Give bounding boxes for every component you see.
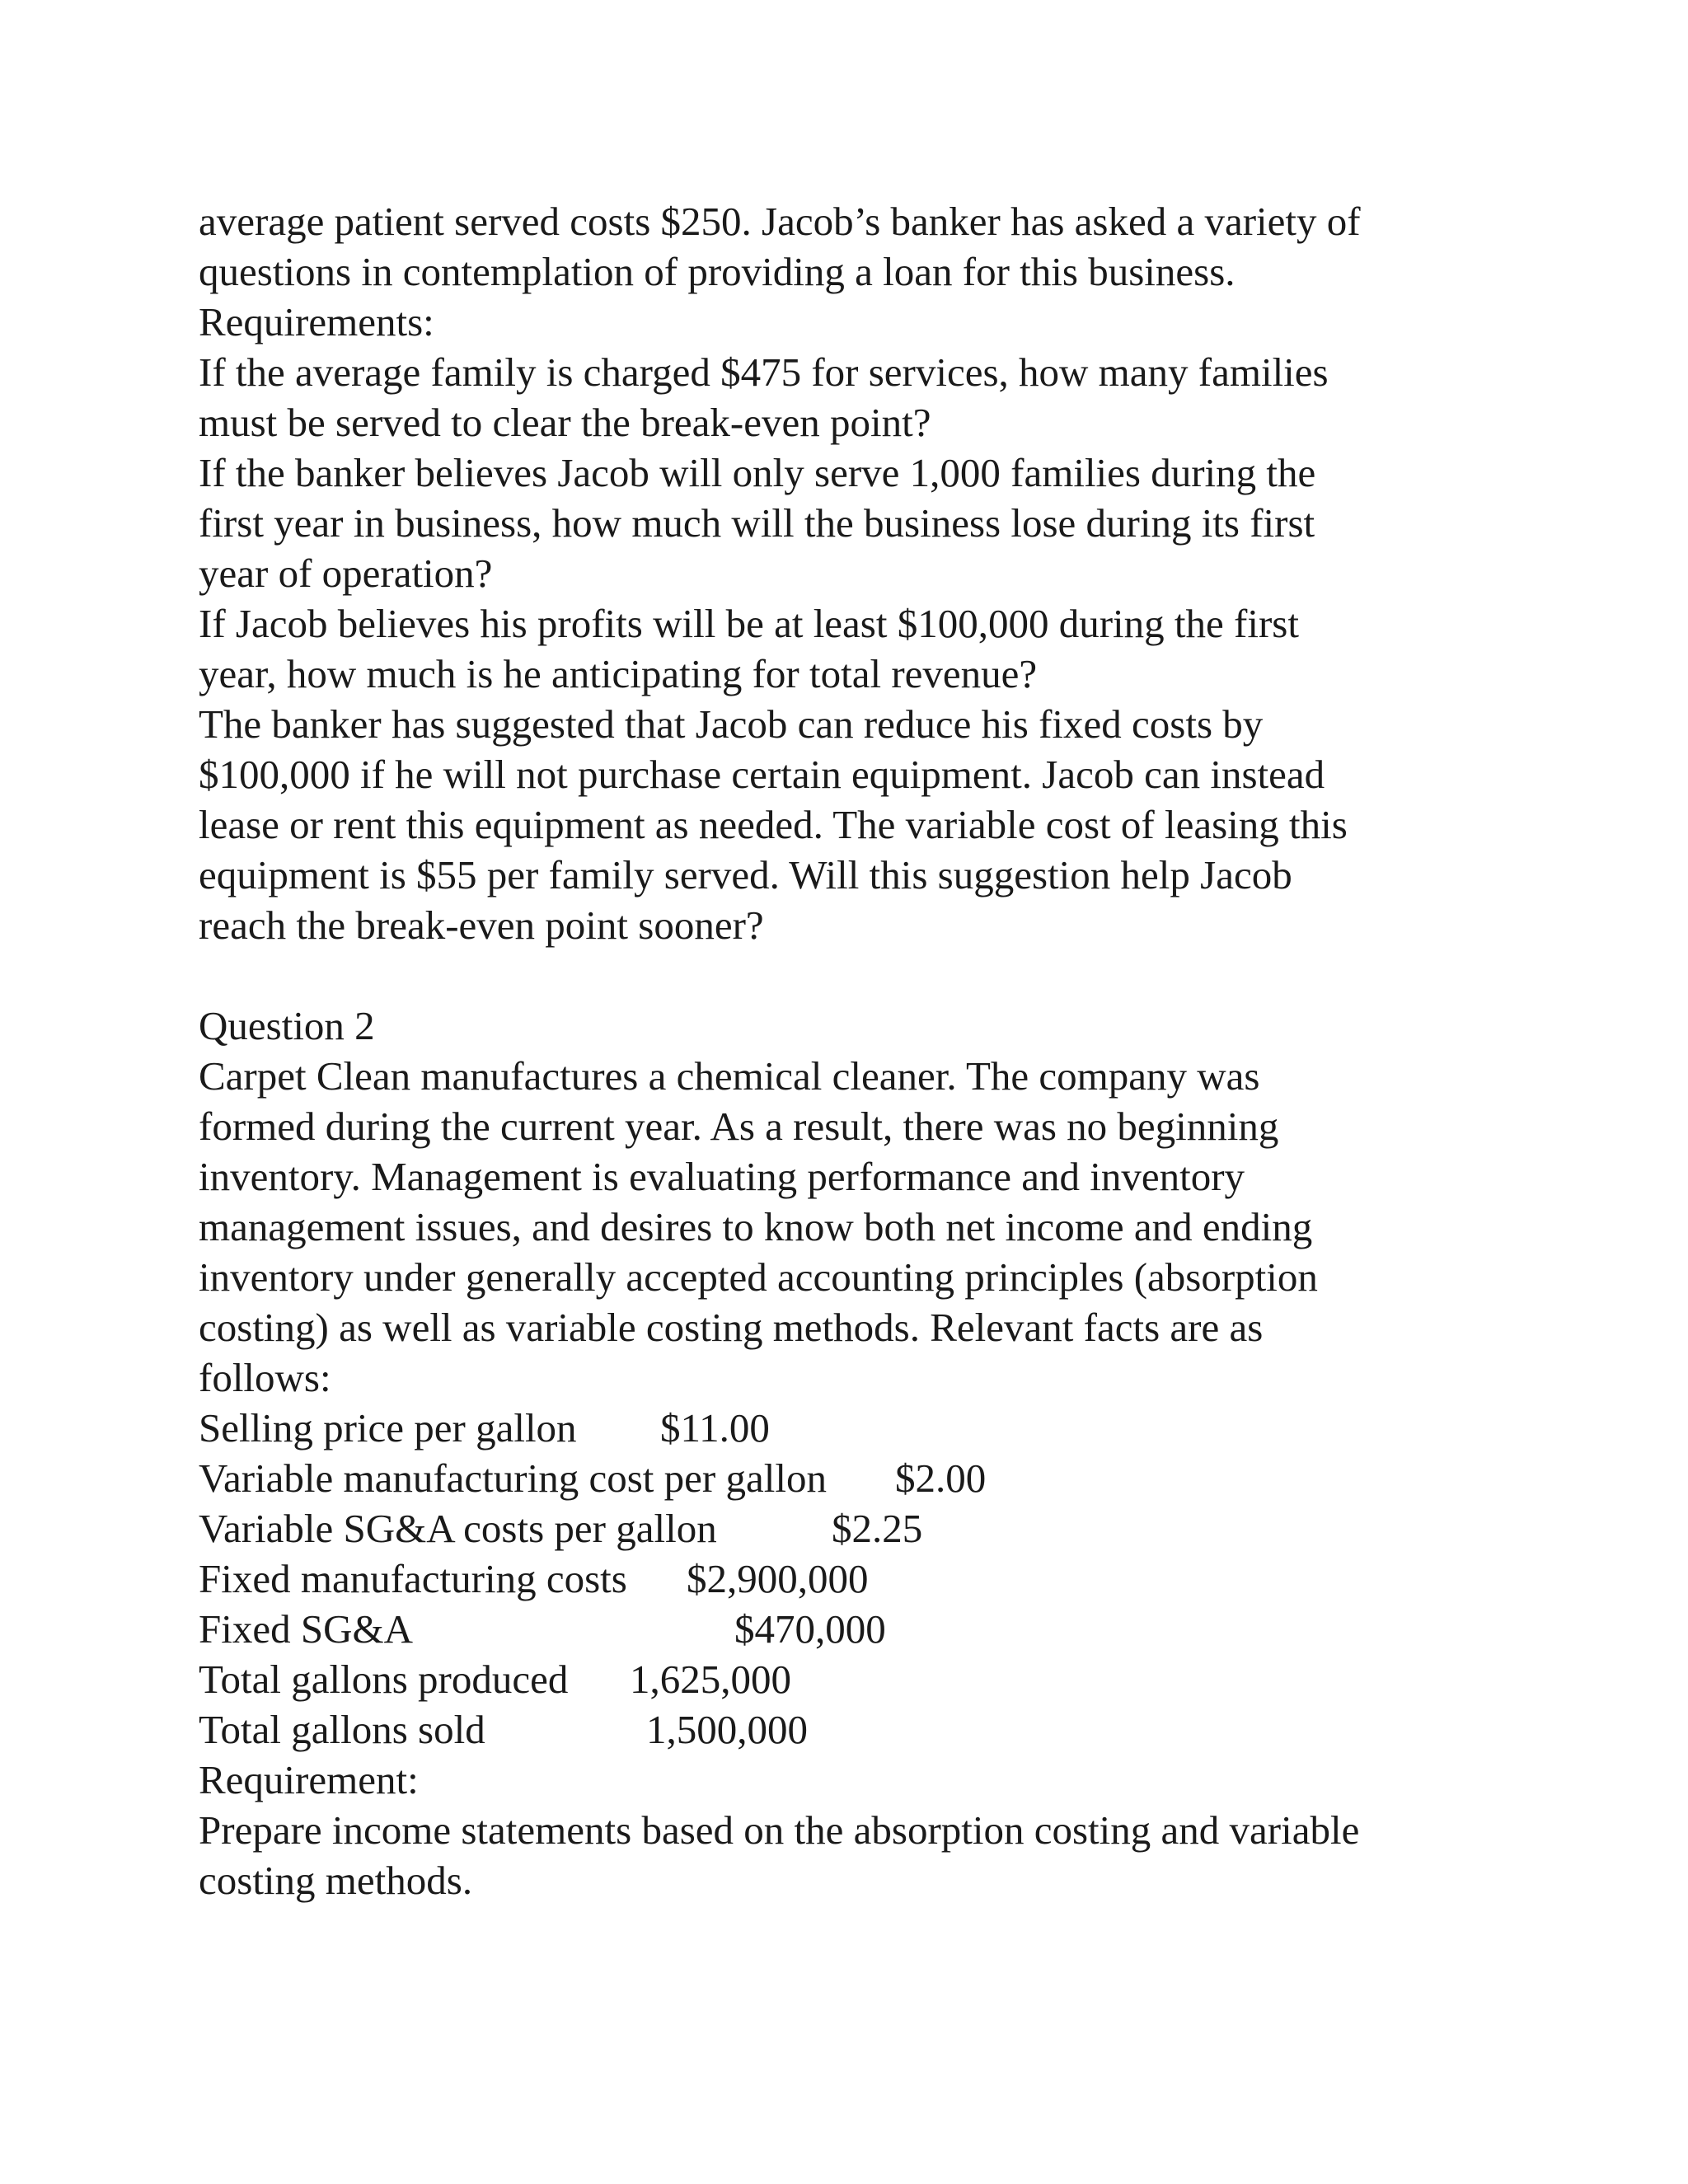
- q1-line-6: If the banker believes Jacob will only serve 1,000 families during the: [199, 450, 1316, 495]
- fact-row: [199, 1554, 1468, 1604]
- fact-row: [199, 1604, 1468, 1654]
- q2-intro-line-1: Carpet Clean manufactures a chemical cleaner. The company was: [199, 1053, 1260, 1099]
- relevant-facts-list: [199, 1403, 1468, 1755]
- paragraph-gap: [199, 950, 1468, 1001]
- q1-line-8: year of operation?: [199, 551, 493, 596]
- fact-label: Variable SG&A costs per gallon: [199, 1506, 717, 1551]
- q2-intro-line-5: inventory under generally accepted accounting principles (absorption: [199, 1254, 1318, 1300]
- fact-label: Total gallons produced: [199, 1657, 569, 1702]
- fact-value: $2.25: [832, 1506, 923, 1551]
- fact-label: Total gallons sold: [199, 1707, 485, 1752]
- q1-line-7: first year in business, how much will the business lose during its first: [199, 500, 1315, 546]
- q1-line-3: Requirements:: [199, 299, 434, 344]
- requirement-heading: Requirement:: [199, 1757, 419, 1802]
- fact-row: [199, 1453, 1468, 1503]
- fact-label: Fixed SG&A: [199, 1606, 414, 1652]
- fact-value: 1,625,000: [630, 1657, 791, 1702]
- fact-value: $2.00: [895, 1455, 987, 1501]
- q1-line-14: equipment is $55 per family served. Will this suggestion help Jacob: [199, 852, 1292, 898]
- requirement-line-1: Prepare income statements based on the absorption costing and variable: [199, 1807, 1360, 1853]
- q1-line-11: The banker has suggested that Jacob can reduce his fixed costs by: [199, 701, 1264, 747]
- fact-row: [199, 1403, 1468, 1453]
- fact-label: Fixed manufacturing costs: [199, 1556, 627, 1601]
- q2-intro-line-6: costing) as well as variable costing methods. Relevant facts are as: [199, 1305, 1264, 1350]
- fact-value: 1,500,000: [646, 1707, 808, 1752]
- q1-line-1: average patient served costs $250. Jacob’s banker has asked a variety of: [199, 199, 1361, 244]
- q1-line-5: must be served to clear the break-even point?: [199, 400, 931, 445]
- fact-row: [199, 1654, 1468, 1704]
- q1-line-4: If the average family is charged $475 for services, how many families: [199, 349, 1329, 395]
- question-2-heading: Question 2: [199, 1003, 375, 1048]
- fact-row: [199, 1704, 1468, 1755]
- q1-line-15: reach the break-even point sooner?: [199, 902, 764, 948]
- q1-line-9: If Jacob believes his profits will be at least $100,000 during the first: [199, 601, 1299, 646]
- fact-row: [199, 1503, 1468, 1554]
- q2-intro-line-3: inventory. Management is evaluating performance and inventory: [199, 1154, 1245, 1199]
- fact-label: Variable manufacturing cost per gallon: [199, 1455, 827, 1501]
- fact-value: $2,900,000: [687, 1556, 869, 1601]
- q1-line-10: year, how much is he anticipating for total revenue?: [199, 651, 1038, 696]
- requirement-line-2: costing methods.: [199, 1858, 473, 1903]
- q1-line-2: questions in contemplation of providing a loan for this business.: [199, 249, 1236, 294]
- q2-intro-line-7: follows:: [199, 1355, 331, 1400]
- fact-value: $11.00: [660, 1405, 770, 1451]
- document-text: [199, 196, 1468, 1905]
- q2-intro-line-4: management issues, and desires to know both net income and ending: [199, 1204, 1313, 1249]
- q1-line-12: $100,000 if he will not purchase certain equipment. Jacob can instead: [199, 752, 1325, 797]
- fact-value: $470,000: [734, 1606, 886, 1652]
- fact-label: Selling price per gallon: [199, 1405, 577, 1451]
- q2-intro-line-2: formed during the current year. As a result, there was no beginning: [199, 1104, 1279, 1149]
- q1-line-13: lease or rent this equipment as needed. The variable cost of leasing this: [199, 802, 1348, 847]
